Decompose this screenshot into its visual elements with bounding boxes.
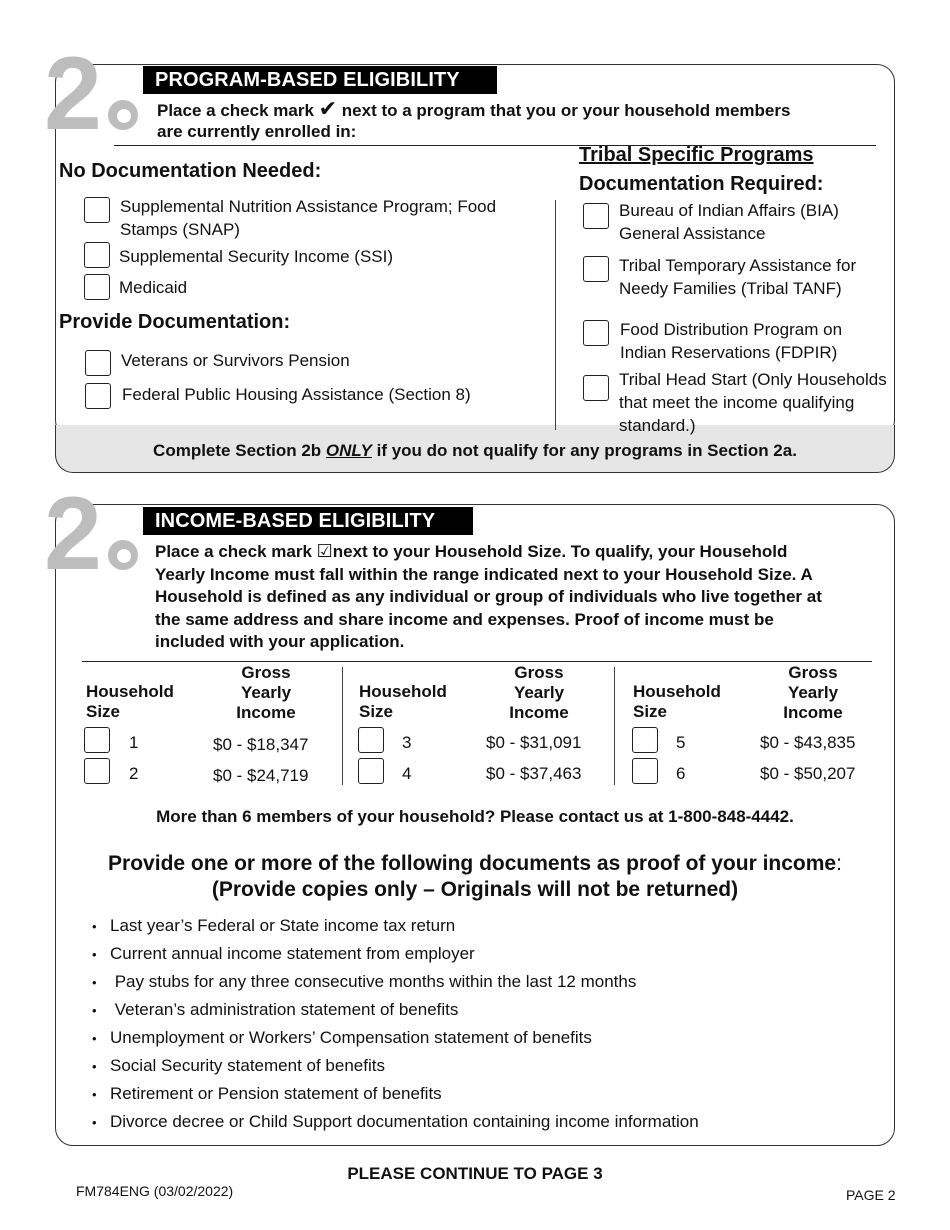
gross-income-header [489,663,589,723]
household-size-6-checkbox[interactable] [632,758,658,784]
footer-note-text: Complete Section 2b [153,441,326,460]
header-line: Gross [788,663,838,682]
section-2b-instruction [155,540,825,654]
header-line: Income [783,703,843,722]
ssi-label: Supplemental Security Income (SSI) [119,247,394,266]
list-item [92,1024,872,1052]
header-line: Size [86,702,121,721]
household-size-3: 3 [402,733,412,752]
table-col-divider-1 [342,667,343,785]
header-line: Household [359,682,447,701]
list-item-text: Pay stubs for any three consecutive months within the last 12 months [110,972,637,991]
medicaid-label: Medicaid [119,278,188,297]
list-item-text: Veteran’s administration statement of benefits [110,1000,459,1019]
checkbox-check-icon: ☑ [316,541,333,561]
tribal-heading: Tribal Specific Programs [579,144,814,166]
list-item [92,1080,872,1108]
section-2a-instruction [157,98,797,142]
bia-label: Bureau of Indian Affairs (BIA) General Assistance [619,201,839,243]
column-divider [555,200,556,430]
list-item-text: Social Security statement of benefits [110,1056,385,1075]
continue-note: PLEASE CONTINUE TO PAGE 3 [347,1164,603,1183]
proof-heading-line2: (Provide copies only – Originals will not be returned) [211,878,739,901]
bullet-icon: • [92,1115,97,1130]
proof-list [92,912,872,1136]
header-line: Gross [514,663,564,682]
proof-heading-colon: : [836,852,842,875]
tribal-head-start-checkbox[interactable] [583,375,609,401]
header-line: Gross [241,663,291,682]
header-line: Income [509,703,569,722]
more-than-six-note: More than 6 members of your household? Please contact us at 1-800-848-4442. [156,807,794,826]
section-2b-badge: 2 [44,476,102,592]
tribal-subheading: Documentation Required: [579,173,824,195]
footer-note-text-post: if you do not qualify for any programs in Section 2a. [371,441,797,460]
tribal-tanf-label: Tribal Temporary Assistance for Needy Families (Tribal TANF) [619,256,857,298]
list-item [92,1052,872,1080]
list-item-text: Current annual income statement from employer [110,944,475,963]
veterans-pension-checkbox[interactable] [85,350,111,376]
fdpir-label: Food Distribution Program on Indian Reservations (FDPIR) [620,320,843,362]
list-item-text: Retirement or Pension statement of benefits [110,1084,442,1103]
list-item-text: Divorce decree or Child Support documentation containing income information [110,1112,699,1131]
header-line: Income [236,703,296,722]
household-size-header [359,682,447,722]
section8-checkbox[interactable] [85,383,111,409]
header-line: Household [86,682,174,701]
list-item [92,968,872,996]
proof-heading [56,851,894,903]
ssi-checkbox[interactable] [84,242,110,268]
section-2a-footer-note [56,441,894,461]
form-id: FM784ENG (03/02/2022) [76,1183,234,1199]
section8-label: Federal Public Housing Assistance (Section 8) [122,385,471,404]
header-line: Yearly [787,683,839,702]
header-line: Yearly [513,683,565,702]
list-item-text: Last year’s Federal or State income tax return [110,916,456,935]
household-size-5-checkbox[interactable] [632,727,658,753]
instruction-text: Place a check mark [155,542,317,561]
gross-income-header [763,663,863,723]
list-item [92,1108,872,1136]
household-size-1: 1 [129,733,139,752]
bullet-icon: • [92,919,97,934]
section-2a-badge: 2 [44,36,102,152]
household-size-4-checkbox[interactable] [358,758,384,784]
instruction-text-post: next to your Household Size. To qualify, your Household Yearly Income must fall within the range indicated next to your Household Size. A Household is defined as any individual or group of individuals who live together at the same address and share income and expenses. Proof of income must be included with your application. [155,542,822,651]
section-2a-title: PROGRAM-BASED ELIGIBILITY [143,66,497,94]
footer-note-only: ONLY [325,441,372,460]
tribal-tanf-checkbox[interactable] [583,256,609,282]
medicaid-checkbox[interactable] [84,274,110,300]
household-size-5: 5 [676,733,686,752]
income-range-1: $0 - $18,347 [213,735,309,754]
instruction-text: Place a check mark [157,101,319,120]
fdpir-checkbox[interactable] [583,320,609,346]
list-item [92,940,872,968]
household-size-4: 4 [402,764,412,783]
table-top-rule [82,661,872,662]
header-line: Size [633,702,668,721]
bullet-icon: • [92,1003,97,1018]
household-size-header [86,682,174,722]
proof-heading-line1: Provide one or more of the following documents as proof of your income [108,852,837,875]
bullet-icon: • [92,1059,97,1074]
income-range-3: $0 - $31,091 [486,733,582,752]
provide-doc-heading: Provide Documentation: [59,311,291,333]
snap-checkbox[interactable] [84,197,110,223]
header-line: Size [359,702,394,721]
income-range-5: $0 - $43,835 [760,733,856,752]
income-range-4: $0 - $37,463 [486,764,582,783]
bullet-icon: • [92,947,97,962]
bullet-icon: • [92,1031,97,1046]
section-2b-title: INCOME-BASED ELIGIBILITY [143,507,473,535]
household-size-2-checkbox[interactable] [84,758,110,784]
header-line: Yearly [240,683,292,702]
header-line: Household [633,682,721,701]
section-2b-badge-letter-dot [105,537,141,573]
snap-label: Supplemental Nutrition Assistance Program; Food Stamps (SNAP) [120,197,497,239]
section-2a-badge-letter-dot [105,97,141,133]
gross-income-header [216,663,316,723]
veterans-pension-label: Veterans or Survivors Pension [121,351,350,370]
page-number: PAGE 2 [846,1187,896,1203]
income-range-6: $0 - $50,207 [760,764,856,783]
check-mark-icon: ✔ [318,96,338,121]
list-item-text: Unemployment or Workers’ Compensation statement of benefits [110,1028,592,1047]
household-size-1-checkbox[interactable] [84,727,110,753]
bullet-icon: • [92,1087,97,1102]
income-range-2: $0 - $24,719 [213,766,309,785]
no-doc-heading: No Documentation Needed: [59,160,322,182]
household-size-3-checkbox[interactable] [358,727,384,753]
household-size-header [633,682,721,722]
list-item [92,912,872,940]
tribal-head-start-label: Tribal Head Start (Only Households that meet the income qualifying standard.) [619,370,887,435]
instruction-text-post: next to a program that you or your household members are currently enrolled in: [157,101,791,141]
household-size-2: 2 [129,764,139,783]
bia-checkbox[interactable] [583,203,609,229]
list-item [92,996,872,1024]
table-col-divider-2 [614,667,615,785]
household-size-6: 6 [676,764,686,783]
bullet-icon: • [92,975,97,990]
